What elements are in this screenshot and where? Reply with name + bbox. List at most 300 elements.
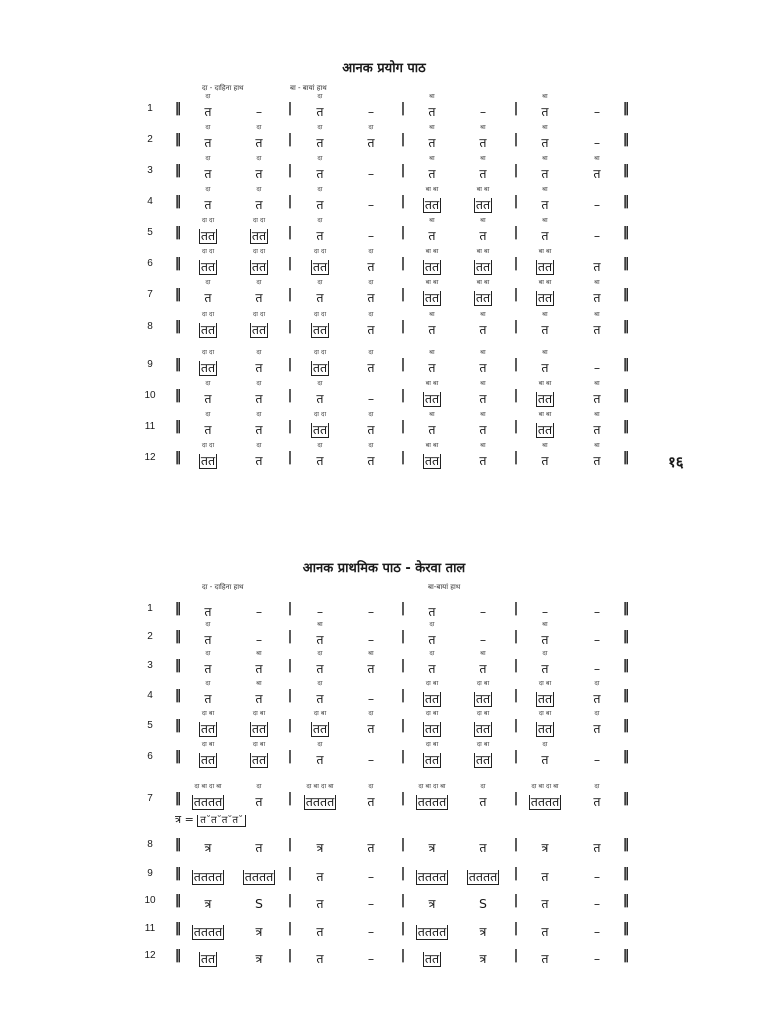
double-barline: ‖ bbox=[622, 388, 630, 403]
bol-syllable: – bbox=[593, 604, 601, 619]
stroke-hand-label: दा bbox=[205, 154, 211, 162]
bol-syllable: त bbox=[255, 391, 263, 406]
stroke-hand-label bbox=[569, 592, 625, 601]
bol-syllable: – bbox=[316, 604, 324, 619]
bol-syllable: त bbox=[316, 951, 324, 966]
stroke-hand-label: बा bbox=[542, 348, 548, 356]
bol-syllable: त bbox=[316, 391, 324, 406]
table-row bbox=[0, 441, 768, 471]
beat-cell bbox=[180, 278, 236, 306]
beat-cell bbox=[517, 410, 573, 438]
barline: | bbox=[513, 101, 519, 116]
bol-syllable: – bbox=[367, 896, 375, 911]
bol-syllable: त bbox=[479, 360, 487, 375]
bol-syllable: त bbox=[479, 391, 487, 406]
beat-cell bbox=[343, 709, 399, 737]
beat-cell bbox=[569, 123, 625, 151]
stroke-hand-label bbox=[404, 939, 460, 948]
bol-syllable: त bbox=[541, 228, 549, 243]
stroke-hand-label: बा bbox=[368, 649, 374, 657]
bol-syllable: – bbox=[367, 104, 375, 119]
barline: | bbox=[513, 194, 519, 209]
bol-syllable: त bbox=[316, 135, 324, 150]
barline: | bbox=[287, 791, 293, 806]
barline: | bbox=[513, 948, 519, 963]
barline: | bbox=[400, 718, 406, 733]
stroke-hand-label: दा bbox=[317, 441, 323, 449]
beat-cell bbox=[455, 154, 511, 182]
stroke-hand-label: दा bbox=[256, 379, 262, 387]
bol-syllable: त bbox=[428, 632, 436, 647]
bol-syllable: त bbox=[255, 166, 263, 181]
stroke-hand-label: दा bbox=[594, 782, 600, 790]
stroke-hand-label: दा bbox=[368, 247, 374, 255]
stroke-hand-label: दा bbox=[368, 310, 374, 318]
stroke-hand-label bbox=[569, 620, 625, 629]
beat-cell bbox=[569, 782, 625, 810]
table-row bbox=[0, 216, 768, 246]
beat-cell bbox=[569, 679, 625, 707]
barline: | bbox=[513, 287, 519, 302]
beat-cell bbox=[343, 857, 399, 885]
beat-cell bbox=[517, 310, 573, 338]
bol-syllable: तत bbox=[200, 951, 216, 966]
barline: | bbox=[287, 419, 293, 434]
bol-syllable: – bbox=[367, 632, 375, 647]
legend-left: दा - दाहिना हाथ bbox=[202, 84, 244, 92]
beat-cell bbox=[455, 278, 511, 306]
bol-syllable: – bbox=[255, 604, 263, 619]
bol-syllable: S bbox=[479, 896, 487, 911]
double-barline: ‖ bbox=[174, 601, 182, 616]
bol-syllable: त bbox=[541, 453, 549, 468]
bol-syllable: त्र bbox=[204, 896, 212, 911]
bol-syllable: त bbox=[428, 228, 436, 243]
barline: | bbox=[400, 837, 406, 852]
beat-cell bbox=[292, 912, 348, 940]
beat-cell bbox=[455, 348, 511, 376]
bol-syllable: त bbox=[593, 166, 601, 181]
double-barline: ‖ bbox=[174, 357, 182, 372]
bol-syllable: त bbox=[541, 135, 549, 150]
bol-syllable: त bbox=[367, 360, 375, 375]
row-number: 2 bbox=[147, 134, 153, 145]
row-number: 11 bbox=[144, 923, 156, 934]
bol-syllable: तत bbox=[251, 322, 267, 337]
table-row bbox=[0, 679, 768, 709]
stroke-hand-label: बा bbox=[429, 216, 435, 224]
row-number: 3 bbox=[147, 660, 153, 671]
barline: | bbox=[400, 749, 406, 764]
double-barline: ‖ bbox=[622, 749, 630, 764]
double-barline: ‖ bbox=[622, 658, 630, 673]
stroke-hand-label: दा bbox=[317, 379, 323, 387]
beat-cell bbox=[231, 216, 287, 244]
double-barline: ‖ bbox=[174, 225, 182, 240]
double-barline: ‖ bbox=[174, 163, 182, 178]
double-barline: ‖ bbox=[622, 629, 630, 644]
stroke-hand-label bbox=[343, 92, 399, 101]
bol-syllable: तत bbox=[537, 422, 553, 437]
beat-cell bbox=[569, 379, 625, 407]
double-barline: ‖ bbox=[622, 287, 630, 302]
bol-syllable: तत bbox=[424, 197, 440, 212]
beat-cell bbox=[404, 939, 460, 967]
beat-cell bbox=[569, 709, 625, 737]
beat-cell bbox=[231, 782, 287, 810]
beat-cell bbox=[455, 441, 511, 469]
bol-syllable: त bbox=[479, 422, 487, 437]
stroke-hand-label bbox=[231, 620, 287, 629]
bol-syllable: त bbox=[255, 453, 263, 468]
stroke-hand-label: दा बा bbox=[425, 740, 439, 748]
bol-syllable: – bbox=[367, 924, 375, 939]
bol-syllable: त bbox=[204, 661, 212, 676]
beat-cell bbox=[292, 620, 348, 648]
stroke-hand-label: दा बा bbox=[538, 709, 552, 717]
table-row bbox=[0, 154, 768, 184]
bol-syllable: – bbox=[367, 691, 375, 706]
stroke-hand-label: दा bbox=[317, 278, 323, 286]
bol-syllable: त bbox=[316, 166, 324, 181]
bol-syllable: तत bbox=[475, 721, 491, 736]
beat-cell bbox=[231, 679, 287, 707]
row-number: 4 bbox=[147, 196, 153, 207]
bol-syllable: – bbox=[593, 896, 601, 911]
stroke-hand-label bbox=[343, 857, 399, 866]
bol-syllable: त bbox=[479, 840, 487, 855]
barline: | bbox=[287, 163, 293, 178]
stroke-hand-label: बा bbox=[594, 379, 600, 387]
beat-cell bbox=[292, 709, 348, 737]
bol-syllable: त bbox=[204, 135, 212, 150]
beat-cell bbox=[404, 912, 460, 940]
double-barline: ‖ bbox=[622, 419, 630, 434]
beat-cell bbox=[569, 857, 625, 885]
stroke-hand-label: दा bbox=[256, 185, 262, 193]
stroke-hand-label bbox=[343, 185, 399, 194]
stroke-hand-label bbox=[343, 620, 399, 629]
beat-cell bbox=[517, 828, 573, 856]
beat-cell bbox=[404, 620, 460, 648]
barline: | bbox=[513, 256, 519, 271]
bol-syllable: तत bbox=[200, 752, 216, 767]
beat-cell bbox=[404, 185, 460, 213]
barline: | bbox=[513, 629, 519, 644]
double-barline: ‖ bbox=[622, 791, 630, 806]
double-barline: ‖ bbox=[622, 225, 630, 240]
legend-left: दा - दाहिना हाथ bbox=[202, 583, 244, 591]
barline: | bbox=[513, 419, 519, 434]
bol-syllable: तत bbox=[424, 951, 440, 966]
beat-cell bbox=[517, 216, 573, 244]
barline: | bbox=[287, 658, 293, 673]
stroke-hand-label: दा bbox=[256, 441, 262, 449]
table-row bbox=[0, 123, 768, 153]
double-barline: ‖ bbox=[174, 319, 182, 334]
double-barline: ‖ bbox=[622, 256, 630, 271]
row-number: 10 bbox=[144, 390, 156, 401]
barline: | bbox=[400, 194, 406, 209]
barline: | bbox=[287, 893, 293, 908]
bol-syllable: त bbox=[204, 197, 212, 212]
stroke-hand-label: बा bbox=[429, 348, 435, 356]
stroke-hand-label: दा बा bbox=[476, 679, 490, 687]
stroke-hand-label: दा bbox=[317, 216, 323, 224]
stroke-hand-label: दा दा bbox=[252, 310, 266, 318]
beat-cell bbox=[180, 709, 236, 737]
bol-syllable: त bbox=[479, 228, 487, 243]
stroke-hand-label bbox=[569, 123, 625, 132]
row-number: 10 bbox=[144, 895, 156, 906]
barline: | bbox=[287, 866, 293, 881]
bol-syllable: – bbox=[367, 752, 375, 767]
beat-cell bbox=[180, 884, 236, 912]
stroke-hand-label: दा bbox=[429, 649, 435, 657]
bol-syllable: त bbox=[316, 924, 324, 939]
beat-cell bbox=[343, 679, 399, 707]
bol-syllable: – bbox=[593, 924, 601, 939]
beat-cell bbox=[231, 278, 287, 306]
stroke-hand-label: बा बा bbox=[538, 379, 552, 387]
beat-cell bbox=[231, 441, 287, 469]
stroke-hand-label: बा bbox=[429, 310, 435, 318]
bol-syllable: त bbox=[541, 661, 549, 676]
bol-syllable: – bbox=[367, 391, 375, 406]
stroke-hand-label bbox=[569, 247, 625, 256]
bol-syllable: त bbox=[541, 322, 549, 337]
table-row bbox=[0, 278, 768, 308]
beat-cell bbox=[292, 348, 348, 376]
bol-syllable: त bbox=[428, 135, 436, 150]
beat-cell bbox=[292, 884, 348, 912]
bol-syllable: त bbox=[255, 794, 263, 809]
double-barline: ‖ bbox=[174, 791, 182, 806]
bol-syllable: तत bbox=[251, 259, 267, 274]
stroke-hand-label bbox=[455, 620, 511, 629]
double-barline: ‖ bbox=[174, 893, 182, 908]
double-barline: ‖ bbox=[174, 921, 182, 936]
bol-syllable: तत bbox=[537, 721, 553, 736]
beat-cell bbox=[517, 247, 573, 275]
stroke-hand-label bbox=[517, 592, 573, 601]
stroke-hand-label: बा bbox=[542, 310, 548, 318]
barline: | bbox=[287, 319, 293, 334]
beat-cell bbox=[180, 348, 236, 376]
stroke-hand-label: दा bbox=[317, 679, 323, 687]
bol-syllable: त्र bbox=[428, 896, 436, 911]
beat-cell bbox=[343, 410, 399, 438]
beat-cell bbox=[231, 857, 287, 885]
barline: | bbox=[287, 450, 293, 465]
beat-cell bbox=[455, 828, 511, 856]
stroke-hand-label bbox=[404, 857, 460, 866]
stroke-hand-label: दा bbox=[256, 123, 262, 131]
beat-cell bbox=[569, 939, 625, 967]
stroke-hand-label: दा bbox=[368, 709, 374, 717]
stroke-hand-label bbox=[455, 828, 511, 837]
bol-syllable: तत bbox=[475, 290, 491, 305]
beat-cell bbox=[569, 92, 625, 120]
row-number: 12 bbox=[144, 452, 156, 463]
beat-cell bbox=[517, 782, 573, 810]
stroke-hand-label: दा बा दा बा bbox=[306, 782, 334, 790]
bol-syllable: त bbox=[316, 197, 324, 212]
stroke-hand-label: दा bbox=[594, 709, 600, 717]
stroke-hand-label: दा bbox=[542, 649, 548, 657]
barline: | bbox=[513, 893, 519, 908]
stroke-hand-label: बा बा bbox=[425, 247, 439, 255]
beat-cell bbox=[343, 154, 399, 182]
stroke-hand-label bbox=[569, 912, 625, 921]
barline: | bbox=[513, 837, 519, 852]
bol-syllable: त bbox=[479, 135, 487, 150]
bol-syllable: त bbox=[316, 290, 324, 305]
double-barline: ‖ bbox=[174, 948, 182, 963]
beat-cell bbox=[569, 441, 625, 469]
bol-syllable: त bbox=[367, 661, 375, 676]
stroke-hand-label: बा बा bbox=[425, 379, 439, 387]
bol-syllable: त bbox=[428, 322, 436, 337]
bol-syllable: त bbox=[541, 632, 549, 647]
stroke-hand-label: दा bbox=[317, 123, 323, 131]
stroke-hand-label: बा बा bbox=[476, 278, 490, 286]
bol-syllable: तततत bbox=[305, 794, 335, 809]
beat-cell bbox=[569, 740, 625, 768]
double-barline: ‖ bbox=[622, 866, 630, 881]
barline: | bbox=[513, 601, 519, 616]
stroke-hand-label: बा बा bbox=[425, 185, 439, 193]
bol-syllable: त bbox=[204, 104, 212, 119]
barline: | bbox=[287, 921, 293, 936]
bol-syllable: त bbox=[367, 721, 375, 736]
table-row bbox=[0, 709, 768, 739]
stroke-hand-label: बा bbox=[317, 620, 323, 628]
stroke-hand-label: बा bbox=[480, 379, 486, 387]
beat-cell bbox=[517, 348, 573, 376]
table-row bbox=[0, 939, 768, 969]
stroke-hand-label: दा बा bbox=[201, 709, 215, 717]
bol-syllable: तततत bbox=[244, 869, 274, 884]
stroke-hand-label: दा बा bbox=[252, 709, 266, 717]
bol-syllable: – bbox=[593, 869, 601, 884]
bol-syllable: – bbox=[593, 752, 601, 767]
stroke-hand-label bbox=[569, 649, 625, 658]
bol-syllable: त bbox=[428, 661, 436, 676]
bol-syllable: त bbox=[367, 290, 375, 305]
stroke-hand-label: दा बा दा बा bbox=[418, 782, 446, 790]
bol-syllable: तत bbox=[424, 453, 440, 468]
stroke-hand-label bbox=[180, 857, 236, 866]
double-barline: ‖ bbox=[174, 388, 182, 403]
double-barline: ‖ bbox=[174, 101, 182, 116]
stroke-hand-label: दा बा bbox=[313, 709, 327, 717]
stroke-hand-label bbox=[180, 592, 236, 601]
bol-syllable: त्र bbox=[255, 924, 263, 939]
bol-syllable: त bbox=[593, 322, 601, 337]
table-row bbox=[0, 410, 768, 440]
row-number: 5 bbox=[147, 720, 153, 731]
stroke-hand-label bbox=[292, 912, 348, 921]
bol-syllable: त bbox=[479, 322, 487, 337]
stroke-hand-label: बा bbox=[542, 123, 548, 131]
beat-cell bbox=[569, 185, 625, 213]
beat-cell bbox=[455, 912, 511, 940]
barline: | bbox=[287, 749, 293, 764]
beat-cell bbox=[292, 247, 348, 275]
bol-syllable: त bbox=[367, 794, 375, 809]
beat-cell bbox=[292, 185, 348, 213]
double-barline: ‖ bbox=[174, 658, 182, 673]
bol-syllable: त bbox=[479, 794, 487, 809]
barline: | bbox=[400, 921, 406, 936]
barline: | bbox=[287, 948, 293, 963]
beat-cell bbox=[231, 828, 287, 856]
beat-cell bbox=[292, 828, 348, 856]
stroke-hand-label: दा दा bbox=[313, 348, 327, 356]
bol-syllable: तत bbox=[200, 721, 216, 736]
row-number: 9 bbox=[147, 868, 153, 879]
double-barline: ‖ bbox=[174, 419, 182, 434]
bol-syllable: तत bbox=[424, 691, 440, 706]
beat-cell bbox=[517, 740, 573, 768]
bol-syllable: त bbox=[593, 721, 601, 736]
tra-expansion: त˘त˘त˘त˘ bbox=[197, 815, 246, 827]
table-row bbox=[0, 912, 768, 942]
stroke-hand-label bbox=[231, 857, 287, 866]
stroke-hand-label: बा bbox=[480, 123, 486, 131]
bol-syllable: त bbox=[593, 259, 601, 274]
table-row bbox=[0, 592, 768, 622]
beat-cell bbox=[569, 410, 625, 438]
barline: | bbox=[513, 921, 519, 936]
bol-syllable: त bbox=[204, 422, 212, 437]
stroke-hand-label: बा बा bbox=[476, 247, 490, 255]
beat-cell bbox=[231, 649, 287, 677]
beat-cell bbox=[455, 884, 511, 912]
bol-syllable: तत bbox=[424, 259, 440, 274]
bol-syllable: तततत bbox=[193, 794, 223, 809]
bol-syllable: त bbox=[428, 422, 436, 437]
bol-syllable: त्र bbox=[204, 840, 212, 855]
stroke-hand-label: बा bbox=[480, 216, 486, 224]
double-barline: ‖ bbox=[622, 357, 630, 372]
row-number: 4 bbox=[147, 690, 153, 701]
bol-syllable: त bbox=[204, 166, 212, 181]
stroke-hand-label bbox=[517, 884, 573, 893]
barline: | bbox=[513, 388, 519, 403]
barline: | bbox=[287, 101, 293, 116]
stroke-hand-label bbox=[343, 592, 399, 601]
beat-cell bbox=[292, 649, 348, 677]
stroke-hand-label: दा bbox=[480, 782, 486, 790]
barline: | bbox=[287, 837, 293, 852]
barline: | bbox=[400, 319, 406, 334]
stroke-hand-label: दा bbox=[368, 348, 374, 356]
bol-syllable: तततत bbox=[193, 869, 223, 884]
stroke-hand-label: बा bbox=[480, 441, 486, 449]
beat-cell bbox=[455, 410, 511, 438]
stroke-hand-label: दा दा bbox=[252, 247, 266, 255]
stroke-hand-label: दा bbox=[368, 782, 374, 790]
beat-cell bbox=[455, 185, 511, 213]
bol-syllable: त bbox=[255, 840, 263, 855]
barline: | bbox=[513, 132, 519, 147]
stroke-hand-label: दा bbox=[368, 278, 374, 286]
stroke-hand-label: दा bbox=[256, 782, 262, 790]
bol-syllable: तततत bbox=[417, 794, 447, 809]
stroke-hand-label bbox=[231, 884, 287, 893]
